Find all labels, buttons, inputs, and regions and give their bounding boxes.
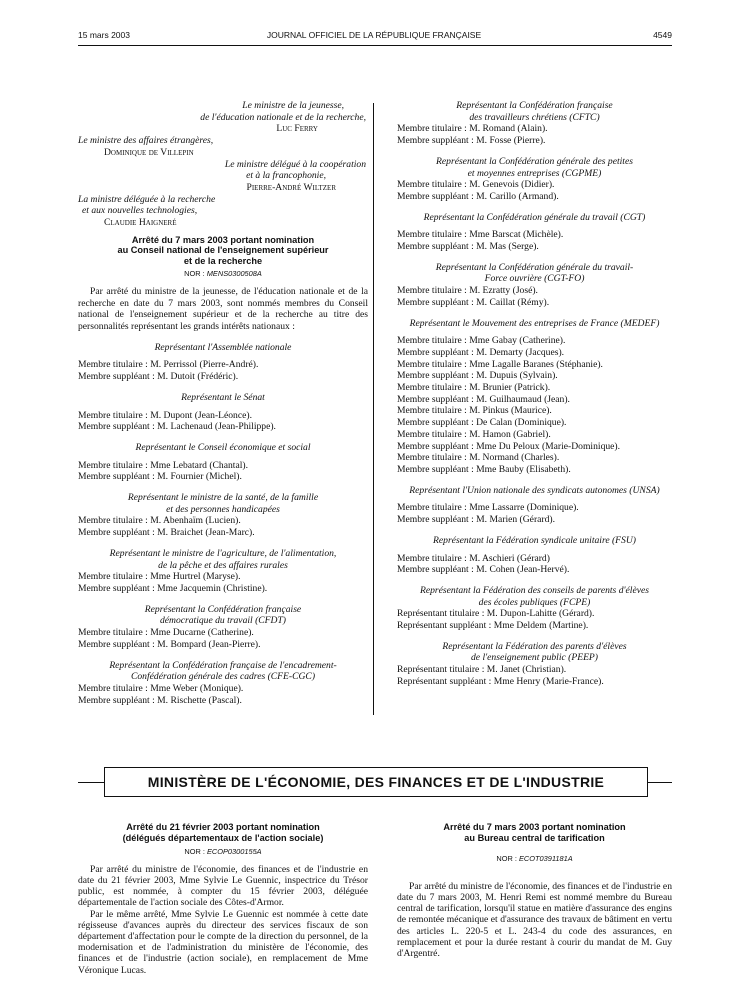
member-line: Membre titulaire : M. Brunier (Patrick). — [397, 382, 551, 394]
member-line: Représentant titulaire : M. Dupon-Lahitte (Gérard). — [397, 608, 595, 620]
member-line: Membre suppléant : M. Demarty (Jacques). — [397, 346, 565, 358]
member-line: Représentant suppléant : Mme Deldem (Martine). — [397, 620, 589, 632]
group-heading: Représentant le Mouvement des entreprises de France (MEDEF) — [409, 317, 660, 329]
member-line: Membre suppléant : M. Dupuis (Sylvain). — [397, 370, 558, 382]
nor-label: NOR : — [184, 847, 205, 856]
signatory-name: Claudie Haigneré — [104, 217, 177, 229]
group-heading: Représentant la Fédération des conseils de parents d'élèves — [420, 584, 649, 596]
member-line: Membre suppléant : M. Guilhaumaud (Jean). — [397, 393, 570, 405]
group-heading: Représentant la Confédération générale des petites — [436, 155, 633, 167]
member-line: Membre suppléant : M. Rischette (Pascal). — [78, 694, 242, 706]
member-line: Membre titulaire : Mme Ducarne (Catherine). — [78, 627, 254, 639]
member-line: Membre suppléant : M. Dutoit (Frédéric). — [78, 371, 239, 383]
decree-title-line: (délégués départementaux de l'action sociale) — [122, 832, 324, 843]
decree-body: Par arrêté du ministre de la jeunesse, de l'éducation nationale et de la recherche en date du 7 mars 2003, sont nommés membres du Conseil national de l'enseignement supérieur et de la recherche au titre des personnalités représentant les grands intérêts nationaux : — [78, 285, 368, 333]
member-line: Membre titulaire : M. Perrissol (Pierre-André). — [78, 359, 259, 371]
member-line: Membre titulaire : Mme Weber (Monique). — [78, 682, 244, 694]
member-line: Membre titulaire : M. Aschieri (Gérard) — [397, 552, 550, 564]
member-line: Membre titulaire : M. Pinkus (Maurice). — [397, 405, 552, 417]
decree-left-bottom — [78, 822, 368, 976]
ministry-title: MINISTÈRE DE L'ÉCONOMIE, DES FINANCES ET DE L'INDUSTRIE — [147, 774, 605, 790]
group-heading: des écoles publiques (FCPE) — [478, 596, 591, 608]
signatory-title: Le ministre délégué à la coopération — [224, 158, 366, 170]
signatory-name: Pierre-André Wiltzer — [246, 181, 336, 193]
member-line: Membre titulaire : M. Normand (Charles). — [397, 452, 560, 464]
member-line: Membre titulaire : Mme Lassarre (Dominique). — [397, 502, 579, 514]
decree-title-line: Arrêté du 21 février 2003 portant nomination — [126, 822, 320, 832]
member-line: Membre titulaire : Mme Gabay (Catherine). — [397, 335, 566, 347]
header-date: 15 mars 2003 — [78, 30, 130, 40]
signatory-title: et aux nouvelles technologies, — [82, 205, 198, 217]
member-line: Membre suppléant : De Calan (Dominique). — [397, 417, 567, 429]
member-line: Membre titulaire : M. Dupont (Jean-Léonce). — [78, 409, 252, 421]
group-heading: Représentant la Confédération générale du travail (CGT) — [423, 211, 646, 223]
member-line: Membre suppléant : M. Marien (Gérard). — [397, 514, 555, 526]
group-heading: Force ouvrière (CGT-FO) — [484, 273, 585, 285]
member-line: Représentant suppléant : Mme Henry (Marie-France). — [397, 675, 604, 687]
group-heading: Représentant le ministre de la santé, de la famille — [127, 492, 319, 504]
group-heading: Représentant le Sénat — [181, 391, 265, 403]
nor-code: ECOT0391181A — [518, 854, 573, 863]
member-line: Membre titulaire : M. Romand (Alain). — [397, 123, 548, 135]
signatory-title: La ministre déléguée à la recherche — [78, 193, 216, 205]
left-column — [78, 100, 368, 706]
representatives-left — [78, 333, 368, 707]
group-heading: et des personnes handicapées — [166, 503, 280, 515]
member-line: Membre suppléant : M. Lachenaud (Jean-Philippe). — [78, 421, 276, 433]
nor-reference — [78, 268, 368, 280]
member-line: Membre suppléant : Mme Jacquemin (Christine). — [78, 583, 268, 594]
signatory-title: Le ministre de la jeunesse, — [242, 100, 344, 111]
nor-code: ECOP0300155A — [206, 847, 262, 856]
medef-members — [397, 335, 672, 475]
member-line: Membre suppléant : M. Cohen (Jean-Hervé). — [397, 564, 570, 576]
member-line: Membre suppléant : M. Bompard (Jean-Pierre). — [78, 638, 261, 650]
group-heading: démocratique du travail (CFDT) — [159, 615, 287, 627]
group-heading: Représentant l'Union nationale des syndicats autonomes (UNSA) — [409, 484, 660, 496]
member-line: Membre titulaire : Mme Lebatard (Chantal). — [78, 459, 248, 471]
member-line: Membre titulaire : M. Hamon (Gabriel). — [397, 428, 551, 440]
member-line: Membre suppléant : Mme Bauby (Elisabeth). — [397, 463, 571, 475]
group-heading: Représentant le ministre de l'agriculture, de l'alimentation, — [109, 547, 337, 559]
decree-title-line: au Conseil national de l'enseignement supérieur — [117, 245, 329, 256]
journal-title: JOURNAL OFFICIEL DE LA RÉPUBLIQUE FRANÇAISE — [266, 30, 482, 40]
member-line: Membre titulaire : Mme Lagalle Baranes (Stéphanie). — [397, 358, 603, 370]
decree-paragraph: Par le même arrêté, Mme Sylvie Le Guennic est nommée à cette date régisseuse d'avances auprès du directeur des services fiscaux de son département d'affectation pour le compte de la direction du personnel, de la modernisation et de l'administration du ministère de l'économie, des finances et de l'industrie (action sociale), en remplacement de Mme Véronique Lucas. — [78, 908, 368, 976]
nor-label: NOR : — [496, 854, 517, 863]
member-line: Membre titulaire : Mme Hurtrel (Maryse). — [78, 571, 241, 583]
signature-block-4 — [78, 194, 368, 229]
header-rule — [78, 45, 672, 46]
member-line: Membre suppléant : M. Fournier (Michel). — [78, 471, 242, 483]
decree-paragraph: Par arrêté du ministre de l'économie, des finances et de l'industrie en date du 21 février 2003, Mme Sylvie Le Guennic, inspectrice du Trésor public, est nommée, à compter du 15 février 2003, déléguée départementale de l'action sociale des Côtes-d'Armor. — [78, 863, 368, 909]
signatory-title: et à la francophonie, — [246, 170, 326, 182]
signatory-title: Le ministre des affaires étrangères, — [78, 135, 214, 147]
group-heading: de l'enseignement public (PEEP) — [471, 652, 598, 664]
nor-reference — [397, 853, 672, 865]
nor-label: NOR : — [184, 269, 205, 279]
group-heading: des travailleurs chrétiens (CFTC) — [469, 111, 600, 123]
member-line: Membre titulaire : M. Abenhaïm (Lucien). — [78, 515, 241, 527]
group-heading: Représentant l'Assemblée nationale — [154, 341, 292, 353]
signature-block-3 — [78, 159, 368, 194]
signature-block-2 — [78, 135, 368, 158]
signatory-title: de l'éducation nationale et de la recherche, — [200, 111, 366, 123]
group-heading: Représentant la Confédération générale du travail- — [435, 261, 634, 273]
member-line: Membre suppléant : M. Mas (Serge). — [397, 241, 539, 253]
decree-title-line: et de la recherche — [183, 255, 263, 266]
signatory-name: Luc Ferry — [276, 123, 318, 135]
group-heading: et moyennes entreprises (CGPME) — [467, 167, 602, 179]
group-heading: Confédération générale des cadres (CFE-CGC) — [130, 671, 316, 683]
member-line: Membre suppléant : M. Fosse (Pierre). — [397, 135, 546, 147]
member-line: Membre suppléant : M. Caillat (Rémy). — [397, 296, 550, 308]
signatory-name: Dominique de Villepin — [104, 146, 194, 158]
member-line: Membre suppléant : Mme Du Peloux (Marie-Dominique). — [397, 440, 621, 452]
signature-block-1 — [78, 100, 368, 135]
decree-title-line: Arrêté du 7 mars 2003 portant nomination — [131, 234, 315, 245]
decree-title-line: Arrêté du 7 mars 2003 portant nomination — [443, 822, 626, 832]
group-heading: Représentant la Confédération française de l'encadrement- — [109, 659, 337, 671]
group-heading: de la pêche et des affaires rurales — [158, 559, 288, 571]
decree-title — [78, 822, 368, 843]
member-line: Membre titulaire : Mme Barscat (Michèle). — [397, 229, 564, 241]
member-line: Représentant titulaire : M. Janet (Christian). — [397, 664, 567, 676]
nor-code: MENS0300508A — [206, 269, 262, 279]
group-heading: Représentant la Fédération syndicale unitaire (FSU) — [433, 534, 636, 546]
decree-title-line: au Bureau central de tarification — [464, 832, 605, 843]
decree-right-bottom — [397, 822, 672, 959]
ministry-banner — [104, 767, 648, 797]
column-divider — [373, 103, 374, 715]
right-column — [397, 100, 672, 688]
member-line: Membre suppléant : M. Carillo (Armand). — [397, 190, 559, 202]
nor-reference — [78, 846, 368, 858]
page-number: 4549 — [653, 30, 672, 40]
member-line: Membre suppléant : M. Braichet (Jean-Marc). — [78, 527, 255, 539]
group-heading: Représentant la Fédération des parents d'élèves — [442, 640, 627, 652]
group-heading: Représentant la Confédération française — [144, 603, 302, 615]
decree-title — [397, 822, 672, 843]
member-line: Membre titulaire : M. Ezratty (José). — [397, 285, 538, 297]
decree-title — [78, 235, 368, 267]
group-heading: Représentant le Conseil économique et social — [135, 441, 311, 453]
decree-paragraph: Par arrêté du ministre de l'économie, des finances et de l'industrie en date du 7 mars 2003, M. Henri Remi est nommé membre du Bureau central de tarification, lorsqu'il statue en matière d'assurance des engins de remontée mécanique et d'assurance des travaux de bâtiment en vertu des articles L. 220-5 et L. 243-4 du code des assurances, en remplacement et pour la durée restant à courir du mandat de M. Guy d'Argentré. — [397, 880, 672, 959]
member-line: Membre titulaire : M. Genevois (Didier). — [397, 179, 555, 191]
group-heading: Représentant la Confédération française — [456, 100, 613, 111]
